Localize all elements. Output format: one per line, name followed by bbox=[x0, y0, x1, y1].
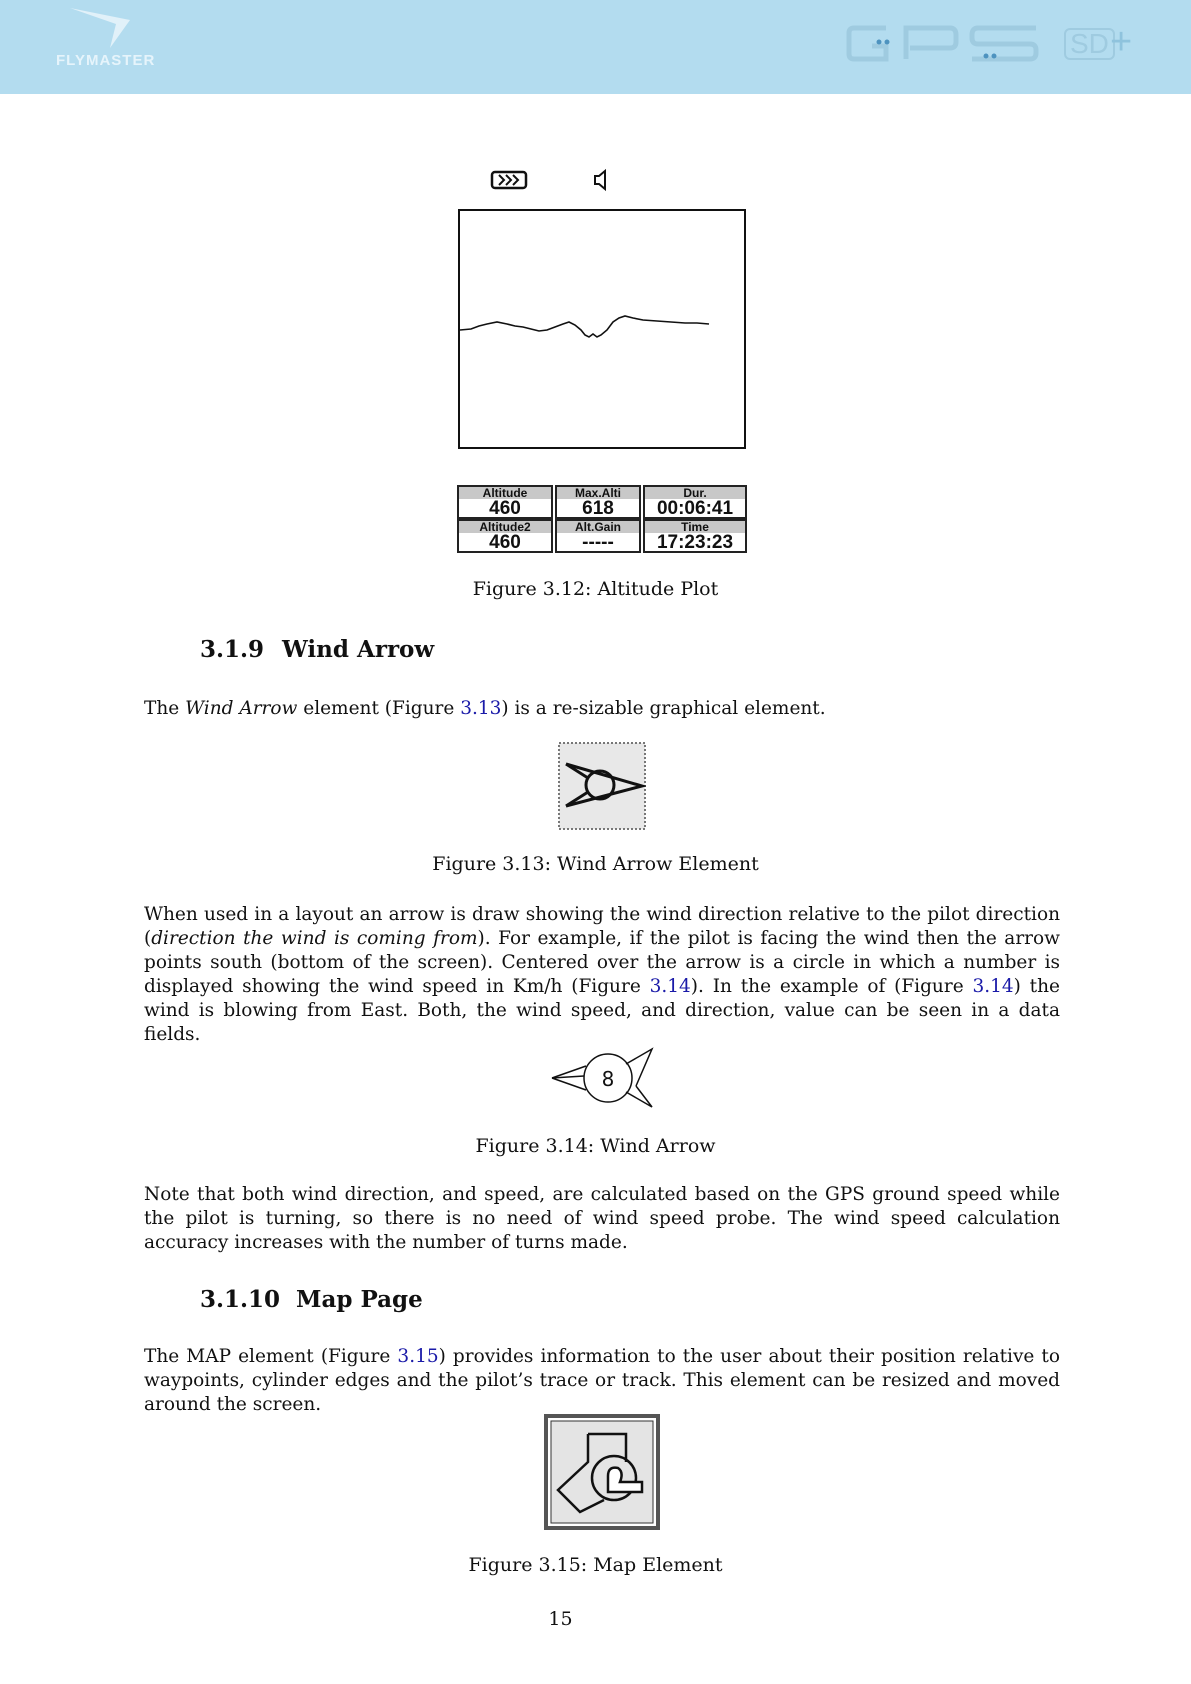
section-number: 3.1.9 bbox=[200, 636, 265, 663]
wind-arrow-element-figure bbox=[558, 742, 646, 830]
wind-speed-value: 8 bbox=[601, 1067, 615, 1091]
figure-3-13-link[interactable]: 3.13 bbox=[460, 698, 502, 719]
page-header bbox=[0, 0, 1191, 94]
wind-arrow-intro: The Wind Arrow element (Figure 3.13) is a re-sizable graphical element. bbox=[144, 698, 826, 719]
field-time: Time 17:23:23 bbox=[643, 519, 747, 553]
wind-arrow-figure bbox=[548, 1046, 658, 1110]
flymaster-logo-icon bbox=[70, 6, 150, 50]
section-number: 3.1.10 bbox=[200, 1286, 281, 1313]
section-title: Wind Arrow bbox=[282, 636, 435, 663]
sd-badge: SD bbox=[1064, 28, 1115, 60]
figure-3-14-link[interactable]: 3.14 bbox=[649, 976, 691, 997]
field-max-alti: Max.Alti 618 bbox=[555, 485, 641, 519]
field-duration: Dur. 00:06:41 bbox=[643, 485, 747, 519]
altitude-data-fields bbox=[457, 485, 747, 553]
flymaster-brand: FLYMASTER bbox=[56, 52, 156, 69]
wind-arrow-description: When used in a layout an arrow is draw showing the wind direction relative to the pilot direction (direction the wind is coming from). For example, if the pilot is facing the wind then the arrow points south (bottom of the screen). Centered over the arrow is a circle in which a number is displayed showing the wind speed in Km/h (Figure 3.14). In the example of (Figure 3.14) the wind is blowing from East. Both, the wind speed, and direction, value can be seen in a data fields. bbox=[144, 904, 1060, 1045]
section-3-1-9-heading bbox=[200, 636, 434, 663]
field-alt-gain: Alt.Gain ----- bbox=[555, 519, 641, 553]
section-3-1-10-heading bbox=[200, 1286, 423, 1313]
wind-note-paragraph: Note that both wind direction, and speed, are calculated based on the GPS ground speed while the pilot is turning, so there is no need of wind speed probe. The wind speed calculation accuracy increases with the number of turns made. bbox=[144, 1184, 1060, 1253]
gps-logo-icon bbox=[846, 20, 1060, 64]
plus-sign: + bbox=[1110, 21, 1133, 63]
page-number: 15 bbox=[548, 1608, 573, 1630]
field-altitude: Altitude 460 bbox=[457, 485, 553, 519]
altitude-plot-area bbox=[459, 210, 745, 448]
figure-3-15-link[interactable]: 3.15 bbox=[397, 1346, 439, 1367]
gps-sd-logo bbox=[846, 20, 1133, 68]
figure-3-14-link-2[interactable]: 3.14 bbox=[972, 976, 1014, 997]
map-element-figure bbox=[544, 1414, 660, 1530]
section-title: Map Page bbox=[296, 1286, 423, 1313]
altitude-plot-figure bbox=[457, 164, 749, 458]
battery-icon bbox=[492, 172, 526, 188]
figure-3-12-caption: Figure 3.12: Altitude Plot bbox=[472, 578, 719, 600]
figure-3-15-caption: Figure 3.15: Map Element bbox=[468, 1554, 723, 1576]
field-altitude2: Altitude2 460 bbox=[457, 519, 553, 553]
speaker-icon bbox=[595, 171, 605, 189]
map-page-paragraph: The MAP element (Figure 3.15) provides information to the user about their position relative to waypoints, cylinder edges and the pilot’s trace or track. This element can be resized and moved around the screen. bbox=[144, 1346, 1061, 1415]
figure-3-13-caption: Figure 3.13: Wind Arrow Element bbox=[432, 853, 759, 875]
figure-3-14-caption: Figure 3.14: Wind Arrow bbox=[475, 1135, 716, 1157]
